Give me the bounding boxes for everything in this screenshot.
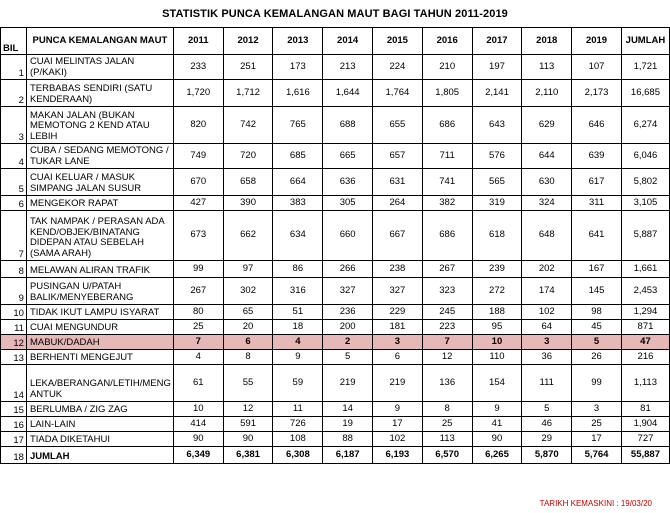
year-value: 6,187 [323, 447, 373, 464]
year-value: 5,870 [522, 447, 572, 464]
year-value: 238 [373, 261, 423, 278]
cause-label: TIDAK IKUT LAMPU ISYARAT [26, 305, 173, 320]
year-value: 5 [522, 402, 572, 417]
year-value: 236 [323, 305, 373, 320]
statistics-table [0, 27, 670, 464]
year-value: 11 [273, 402, 323, 417]
year-value: 427 [173, 196, 223, 211]
cause-label: MAKAN JALAN (BUKAN MEMOTONG 2 KEND ATAU LEBIH [26, 107, 173, 144]
year-value: 219 [323, 365, 373, 402]
row-number: 14 [1, 365, 27, 402]
row-total: 5,887 [621, 211, 669, 261]
year-value: 90 [173, 432, 223, 447]
total-label: JUMLAH [26, 447, 173, 464]
table-row [1, 432, 670, 447]
table-row [1, 320, 670, 335]
year-value: 46 [522, 417, 572, 432]
year-value: 6,308 [273, 447, 323, 464]
row-total: 216 [621, 350, 669, 365]
cause-label: TAK NAMPAK / PERASAN ADA KEND/OBJEK/BINATANG DIDEPAN ATAU SEBELAH (SAMA ARAH) [26, 211, 173, 261]
year-value: 55 [223, 365, 273, 402]
year-value: 108 [273, 432, 323, 447]
year-value: 202 [522, 261, 572, 278]
row-total: 55,887 [621, 447, 669, 464]
cause-label: BERHENTI MENGEJUT [26, 350, 173, 365]
year-value: 1,805 [422, 80, 472, 107]
cause-label: TIADA DIKETAHUI [26, 432, 173, 447]
year-value: 2,141 [472, 80, 522, 107]
year-value: 20 [223, 320, 273, 335]
year-value: 1,764 [373, 80, 423, 107]
year-value: 12 [422, 350, 472, 365]
year-value: 3 [522, 335, 572, 350]
cause-label: MELAWAN ALIRAN TRAFIK [26, 261, 173, 278]
year-value: 264 [373, 196, 423, 211]
year-value: 154 [472, 365, 522, 402]
year-value: 6,381 [223, 447, 273, 464]
year-value: 224 [373, 55, 423, 80]
year-value: 36 [522, 350, 572, 365]
table-row [1, 365, 670, 402]
year-value: 65 [223, 305, 273, 320]
row-number: 9 [1, 278, 27, 305]
table-row [1, 55, 670, 80]
row-number: 17 [1, 432, 27, 447]
year-value: 97 [223, 261, 273, 278]
header-bil: BIL [1, 28, 27, 55]
year-value: 61 [173, 365, 223, 402]
year-value: 86 [273, 261, 323, 278]
year-value: 251 [223, 55, 273, 80]
year-value: 88 [323, 432, 373, 447]
year-value: 90 [472, 432, 522, 447]
year-value: 316 [273, 278, 323, 305]
table-row [1, 305, 670, 320]
row-number: 16 [1, 417, 27, 432]
year-value: 327 [373, 278, 423, 305]
year-value: 188 [472, 305, 522, 320]
header-year: 2017 [472, 28, 522, 55]
row-number: 2 [1, 80, 27, 107]
table-row [1, 169, 670, 196]
header-year: 2015 [373, 28, 423, 55]
table-row [1, 335, 670, 350]
year-value: 136 [422, 365, 472, 402]
year-value: 5,764 [572, 447, 622, 464]
year-value: 302 [223, 278, 273, 305]
cause-label: LEKA/BERANGAN/LETIH/MENG ANTUK [26, 365, 173, 402]
year-value: 576 [472, 144, 522, 169]
year-value: 102 [522, 305, 572, 320]
year-value: 12 [223, 402, 273, 417]
year-value: 272 [472, 278, 522, 305]
year-value: 45 [572, 320, 622, 335]
year-value: 319 [472, 196, 522, 211]
year-value: 213 [323, 55, 373, 80]
year-value: 19 [323, 417, 373, 432]
table-row [1, 107, 670, 144]
year-value: 327 [323, 278, 373, 305]
year-value: 223 [422, 320, 472, 335]
year-value: 2 [323, 335, 373, 350]
year-value: 646 [572, 107, 622, 144]
year-value: 14 [323, 402, 373, 417]
year-value: 95 [472, 320, 522, 335]
year-value: 726 [273, 417, 323, 432]
year-value: 1,616 [273, 80, 323, 107]
year-value: 1,720 [173, 80, 223, 107]
row-number: 11 [1, 320, 27, 335]
year-value: 630 [522, 169, 572, 196]
year-value: 51 [273, 305, 323, 320]
row-total: 47 [621, 335, 669, 350]
year-value: 210 [422, 55, 472, 80]
cause-label: TERBABAS SENDIRI (SATU KENDERAAN) [26, 80, 173, 107]
year-value: 305 [323, 196, 373, 211]
table-row [1, 211, 670, 261]
year-value: 6 [373, 350, 423, 365]
year-value: 17 [373, 417, 423, 432]
cause-label: LAIN-LAIN [26, 417, 173, 432]
year-value: 686 [422, 107, 472, 144]
year-value: 25 [422, 417, 472, 432]
header-total: JUMLAH [621, 28, 669, 55]
year-value: 667 [373, 211, 423, 261]
table-row [1, 80, 670, 107]
row-number: 12 [1, 335, 27, 350]
row-total: 1,904 [621, 417, 669, 432]
year-value: 10 [472, 335, 522, 350]
page-title: STATISTIK PUNCA KEMALANGAN MAUT BAGI TAHUN 2011-2019 [162, 8, 508, 20]
row-number: 13 [1, 350, 27, 365]
table-row [1, 350, 670, 365]
year-value: 113 [422, 432, 472, 447]
year-value: 99 [173, 261, 223, 278]
row-number: 6 [1, 196, 27, 211]
year-value: 6,193 [373, 447, 423, 464]
year-value: 311 [572, 196, 622, 211]
header-year: 2012 [223, 28, 273, 55]
row-total: 16,685 [621, 80, 669, 107]
year-value: 59 [273, 365, 323, 402]
total-row [1, 447, 670, 464]
year-value: 107 [572, 55, 622, 80]
year-value: 99 [572, 365, 622, 402]
header-row [1, 28, 670, 55]
year-value: 6 [223, 335, 273, 350]
year-value: 634 [273, 211, 323, 261]
year-value: 636 [323, 169, 373, 196]
header-year: 2019 [572, 28, 622, 55]
year-value: 820 [173, 107, 223, 144]
year-value: 662 [223, 211, 273, 261]
year-value: 673 [173, 211, 223, 261]
year-value: 8 [223, 350, 273, 365]
year-value: 9 [472, 402, 522, 417]
row-number: 10 [1, 305, 27, 320]
year-value: 10 [173, 402, 223, 417]
year-value: 742 [223, 107, 273, 144]
year-value: 5 [572, 335, 622, 350]
year-value: 167 [572, 261, 622, 278]
year-value: 229 [373, 305, 423, 320]
row-total: 3,105 [621, 196, 669, 211]
year-value: 111 [522, 365, 572, 402]
year-value: 219 [373, 365, 423, 402]
year-value: 3 [572, 402, 622, 417]
year-value: 414 [173, 417, 223, 432]
row-number: 3 [1, 107, 27, 144]
year-value: 685 [273, 144, 323, 169]
row-total: 1,113 [621, 365, 669, 402]
year-value: 80 [173, 305, 223, 320]
year-value: 25 [173, 320, 223, 335]
year-value: 102 [373, 432, 423, 447]
year-value: 90 [223, 432, 273, 447]
year-value: 664 [273, 169, 323, 196]
year-value: 324 [522, 196, 572, 211]
year-value: 1,712 [223, 80, 273, 107]
row-total: 871 [621, 320, 669, 335]
row-total: 727 [621, 432, 669, 447]
table-row [1, 278, 670, 305]
year-value: 9 [273, 350, 323, 365]
year-value: 665 [323, 144, 373, 169]
header-year: 2018 [522, 28, 572, 55]
year-value: 26 [572, 350, 622, 365]
year-value: 173 [273, 55, 323, 80]
header-year: 2014 [323, 28, 373, 55]
year-value: 145 [572, 278, 622, 305]
year-value: 711 [422, 144, 472, 169]
header-cause: PUNCA KEMALANGAN MAUT [26, 28, 173, 55]
header-year: 2016 [422, 28, 472, 55]
update-date: TARIKH KEMASKINI : 19/03/20 [539, 499, 652, 508]
year-value: 98 [572, 305, 622, 320]
year-value: 323 [422, 278, 472, 305]
year-value: 266 [323, 261, 373, 278]
year-value: 9 [373, 402, 423, 417]
row-total: 1,294 [621, 305, 669, 320]
cause-label: MENGEKOR RAPAT [26, 196, 173, 211]
year-value: 267 [173, 278, 223, 305]
year-value: 591 [223, 417, 273, 432]
table-row [1, 417, 670, 432]
row-total: 1,721 [621, 55, 669, 80]
row-total: 2,453 [621, 278, 669, 305]
year-value: 3 [373, 335, 423, 350]
row-number: 15 [1, 402, 27, 417]
row-total: 6,274 [621, 107, 669, 144]
year-value: 643 [472, 107, 522, 144]
year-value: 7 [422, 335, 472, 350]
year-value: 741 [422, 169, 472, 196]
year-value: 686 [422, 211, 472, 261]
year-value: 670 [173, 169, 223, 196]
row-number: 18 [1, 447, 27, 464]
cause-label: BERLUMBA / ZIG ZAG [26, 402, 173, 417]
year-value: 390 [223, 196, 273, 211]
year-value: 18 [273, 320, 323, 335]
year-value: 639 [572, 144, 622, 169]
row-number: 8 [1, 261, 27, 278]
year-value: 2,173 [572, 80, 622, 107]
row-total: 1,661 [621, 261, 669, 278]
cause-label: CUAI MELINTAS JALAN (P/KAKI) [26, 55, 173, 80]
year-value: 41 [472, 417, 522, 432]
year-value: 618 [472, 211, 522, 261]
year-value: 631 [373, 169, 423, 196]
year-value: 113 [522, 55, 572, 80]
table-row [1, 261, 670, 278]
cause-label: PUSINGAN U/PATAH BALIK/MENYEBERANG [26, 278, 173, 305]
year-value: 644 [522, 144, 572, 169]
year-value: 6,349 [173, 447, 223, 464]
cause-label: MABUK/DADAH [26, 335, 173, 350]
year-value: 7 [173, 335, 223, 350]
table-row [1, 196, 670, 211]
year-value: 8 [422, 402, 472, 417]
year-value: 657 [373, 144, 423, 169]
table-row [1, 402, 670, 417]
year-value: 565 [472, 169, 522, 196]
year-value: 174 [522, 278, 572, 305]
year-value: 660 [323, 211, 373, 261]
year-value: 181 [373, 320, 423, 335]
cause-label: CUBA / SEDANG MEMOTONG / TUKAR LANE [26, 144, 173, 169]
year-value: 4 [173, 350, 223, 365]
year-value: 648 [522, 211, 572, 261]
row-number: 4 [1, 144, 27, 169]
year-value: 17 [572, 432, 622, 447]
header-year: 2013 [273, 28, 323, 55]
row-total: 81 [621, 402, 669, 417]
cause-label: CUAI KELUAR / MASUK SIMPANG JALAN SUSUR [26, 169, 173, 196]
year-value: 383 [273, 196, 323, 211]
row-number: 5 [1, 169, 27, 196]
year-value: 382 [422, 196, 472, 211]
header-year: 2011 [173, 28, 223, 55]
row-total: 6,046 [621, 144, 669, 169]
year-value: 197 [472, 55, 522, 80]
year-value: 629 [522, 107, 572, 144]
year-value: 233 [173, 55, 223, 80]
table-row [1, 144, 670, 169]
year-value: 617 [572, 169, 622, 196]
year-value: 267 [422, 261, 472, 278]
year-value: 200 [323, 320, 373, 335]
year-value: 5 [323, 350, 373, 365]
year-value: 658 [223, 169, 273, 196]
year-value: 641 [572, 211, 622, 261]
year-value: 655 [373, 107, 423, 144]
year-value: 29 [522, 432, 572, 447]
year-value: 25 [572, 417, 622, 432]
year-value: 245 [422, 305, 472, 320]
year-value: 4 [273, 335, 323, 350]
row-total: 5,802 [621, 169, 669, 196]
year-value: 1,644 [323, 80, 373, 107]
cause-label: CUAI MENGUNDUR [26, 320, 173, 335]
year-value: 749 [173, 144, 223, 169]
year-value: 765 [273, 107, 323, 144]
row-number: 7 [1, 211, 27, 261]
row-number: 1 [1, 55, 27, 80]
year-value: 6,265 [472, 447, 522, 464]
year-value: 2,110 [522, 80, 572, 107]
year-value: 110 [472, 350, 522, 365]
year-value: 720 [223, 144, 273, 169]
year-value: 64 [522, 320, 572, 335]
year-value: 688 [323, 107, 373, 144]
year-value: 6,570 [422, 447, 472, 464]
year-value: 239 [472, 261, 522, 278]
